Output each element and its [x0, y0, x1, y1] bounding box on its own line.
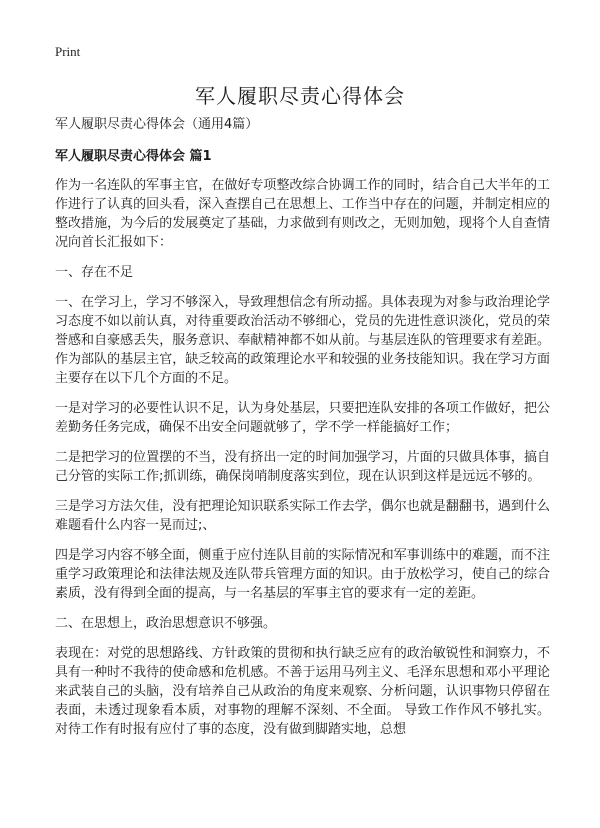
- document-body: [55, 116, 550, 750]
- page-title: 军人履职尽责心得体会: [195, 84, 405, 108]
- document-subtitle: 军人履职尽责心得体会（通用4篇）: [55, 117, 259, 132]
- heading-shortcomings: 一、存在不足: [55, 265, 134, 280]
- section-title: 军人履职尽责心得体会 篇1: [55, 149, 212, 164]
- heading-ideology: 二、在思想上，政治思想意识不够强。: [55, 616, 277, 631]
- paragraph-intro: 作为一名连队的军事主官，在做好专项整改综合协调工作的同时，结合自己大半年的工作进行了认真的回头看，深入查摆自己在思想上、工作当中存在的问题，并制定相应的整改措施，为今后的发展奠定了基础，力求做到有则改之，无则加勉，现将个人自查情况向首长汇报如下：: [55, 178, 550, 250]
- paragraph-point-four: 四是学习内容不够全面，侧重于应付连队目前的实际情况和军事训练中的难题，而不注重学习政策理论和法律法规及连队带兵管理方面的知识。由于放松学习，使自己的综合素质，没有得到全面的提高，与一名基层的军事主官的要求有一定的差距。: [55, 548, 550, 601]
- paragraph-study: 一、在学习上，学习不够深入，导致理想信念有所动摇。具体表现为对参与政治理论学习态度不如以前认真，对待重要政治活动不够细心，党员的先进性意识淡化，党员的荣誉感和自豪感丢失，服务意识、奉献精神都不如从前。与基层连队的管理要求有差距。作为部队的基层主官，缺乏较高的政策理论水平和较强的业务技能知识。我在学习方面主要存在以下几个方面的不足。: [55, 295, 550, 386]
- paragraph-ideology: 表现在：对党的思想路线、方针政策的贯彻和执行缺乏应有的政治敏锐性和洞察力，不具有一种时不我待的使命感和危机感。不善于运用马列主义、毛泽东思想和邓小平理论来武装自己的头脑，没有培养自己从政治的角度来观察、分析问题，认识事物只停留在表面，未透过现象看本质，对事物的理解不深刻、不全面。 导致工作作风不够扎实。 对待工作有时报有应付了事的态度，没有做到脚踏实地，总想: [55, 646, 550, 737]
- print-link[interactable]: Print: [55, 44, 81, 59]
- paragraph-point-three: 三是学习方法欠佳，没有把理论知识联系实际工作去学，偶尔也就是翻翻书，遇到什么难题看什么内容一晃而过;、: [55, 499, 550, 533]
- paragraph-point-two: 二是把学习的位置摆的不当，没有挤出一定的时间加强学习，片面的只做具体事，搞自己分管的实际工作;抓训练，确保岗哨制度落实到位，现在认识到这样是远远不够的。: [55, 450, 550, 484]
- paragraph-point-one: 一是对学习的必要性认识不足，认为身处基层，只要把连队安排的各项工作做好，把公差勤务任务完成，确保不出安全问题就够了，学不学一样能搞好工作；: [55, 401, 550, 435]
